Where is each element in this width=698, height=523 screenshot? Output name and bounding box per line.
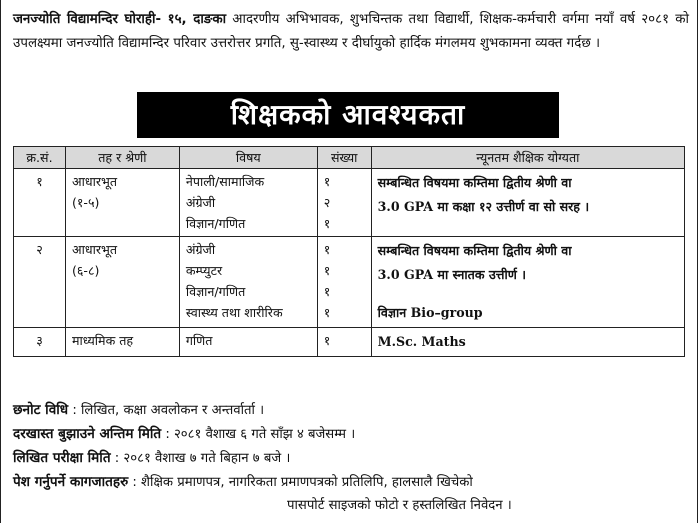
level-line: आधारभूत — [71, 242, 118, 257]
selection-value: : लिखित, कक्षा अवलोकन र अन्तर्वार्ता । — [72, 403, 265, 418]
header-serial: क्र.सं. — [14, 147, 66, 169]
row-subjects — [179, 328, 317, 357]
table-row — [14, 328, 685, 357]
subject-line: विज्ञान/गणित — [185, 284, 246, 299]
row-level — [65, 328, 179, 357]
table-row — [14, 169, 685, 237]
subject-line: कम्प्युटर — [185, 263, 223, 278]
docs-value: : शैक्षिक प्रमाणपत्र, नागरिकता प्रमाणपत्रको प्रतिलिपि, हालसालै खिचेको — [132, 475, 473, 490]
header-level: तह र श्रेणी — [65, 147, 179, 169]
row-level — [65, 237, 179, 328]
intro-paragraph — [13, 8, 689, 56]
qualification-line: सम्बन्धित विषयमा कम्तिमा द्वितीय श्रेणी वा — [377, 175, 572, 190]
count-line: २ — [323, 195, 331, 210]
row-qualification — [371, 328, 684, 357]
row-counts — [317, 169, 371, 237]
greeting-text: आदरणीय अभिभावक, शुभचिन्तक तथा विद्यार्थी, शिक्षक-कर्मचारी वर्गमा नयाँ वर्ष २०८१ को उपलक्ष्यमा जनज्योति विद्यामन्दिर परिवार उत्तरोत्तर प्रगति, सु-स्वास्थ्य र दीर्घायुको हार्दिक मंगलमय शुभकामना व्यक्त गर्दछ । — [13, 12, 689, 51]
vacancy-table — [13, 146, 685, 357]
header-count: संख्या — [317, 147, 371, 169]
count-line: १ — [323, 174, 331, 189]
required-documents-continued: पासपोर्ट साइजको फोटो र हस्तलिखित निवेदन । — [287, 498, 512, 513]
qualification-line: सम्बन्धित विषयमा कम्तिमा द्वितीय श्रेणी वा — [377, 243, 572, 258]
table-row — [14, 237, 685, 328]
level-line: आधारभूत — [71, 174, 118, 189]
qualification-note: विज्ञान Bio–group — [377, 305, 483, 320]
row-subjects — [179, 237, 317, 328]
row-serial: २ — [14, 237, 66, 328]
count-line: १ — [323, 333, 331, 348]
subject-line: अंग्रेजी — [185, 195, 216, 210]
row-counts — [317, 328, 371, 357]
exam-value: : २०८१ वैशाख ७ गते बिहान ७ बजे । — [114, 451, 291, 466]
count-line: १ — [323, 284, 331, 299]
count-line: १ — [323, 242, 331, 257]
row-qualification — [371, 237, 684, 328]
docs-label: पेश गर्नुपर्ने कागजातहरु — [13, 474, 129, 490]
subject-line: नेपाली/सामाजिक — [185, 174, 265, 189]
school-name: जनज्योति विद्यामन्दिर घोराही- १५, दाङका — [13, 12, 227, 27]
header-qualification: न्यूनतम शैक्षिक योग्यता — [371, 147, 684, 169]
subject-line: विज्ञान/गणित — [185, 216, 246, 231]
level-line: (६-८) — [71, 263, 100, 278]
qualification-line: 3.0 GPA मा कक्षा १२ उत्तीर्ण वा सो सरह । — [377, 199, 590, 214]
subject-line: गणित — [185, 333, 213, 348]
required-documents — [13, 470, 689, 494]
level-line: (१-५) — [71, 195, 100, 210]
exam-label: लिखित परीक्षा मिति — [13, 450, 111, 466]
row-counts — [317, 237, 371, 328]
deadline-value: : २०८१ वैशाख ६ गते साँझ ४ बजेसम्म । — [165, 427, 356, 442]
header-subject: विषय — [179, 147, 317, 169]
row-subjects — [179, 169, 317, 237]
subject-line: स्वास्थ्य तथा शारीरिक — [185, 305, 283, 320]
qualification-line: M.Sc. Maths — [377, 334, 466, 349]
count-line: १ — [323, 305, 331, 320]
row-serial: १ — [14, 169, 66, 237]
exam-date — [13, 446, 689, 470]
selection-label: छनोट विधि — [13, 402, 69, 418]
deadline-label: दरखास्त बुझाउने अन्तिम मिति — [13, 426, 162, 442]
application-details — [13, 398, 689, 518]
qualification-line: 3.0 GPA मा स्नातक उत्तीर्ण । — [377, 267, 527, 282]
table-header-row — [14, 147, 685, 169]
row-serial: ३ — [14, 328, 66, 357]
vacancy-banner: शिक्षकको आवश्यकता — [137, 92, 559, 138]
row-qualification — [371, 169, 684, 237]
row-level — [65, 169, 179, 237]
count-line: १ — [323, 216, 331, 231]
count-line: १ — [323, 263, 331, 278]
level-line: माध्यमिक तह — [71, 333, 134, 348]
subject-line: अंग्रेजी — [185, 242, 216, 257]
selection-method — [13, 398, 689, 422]
application-deadline — [13, 422, 689, 446]
